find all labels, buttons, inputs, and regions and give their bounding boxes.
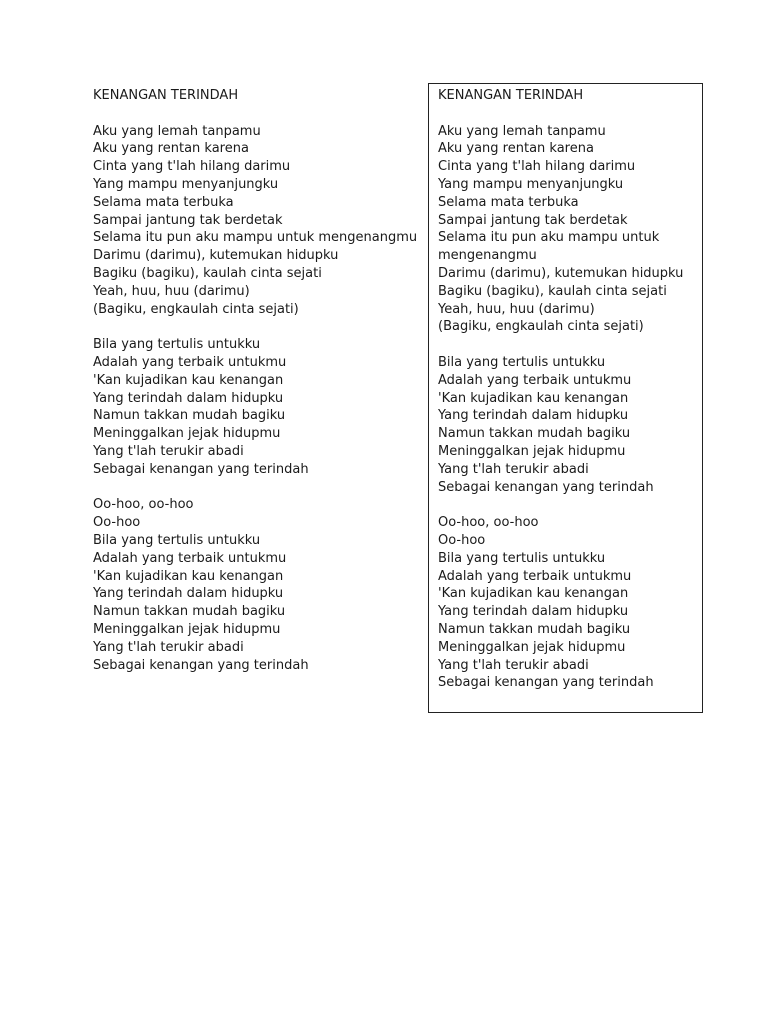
lyric-line: Sebagai kenangan yang terindah — [93, 657, 309, 673]
stanza-2 — [438, 354, 700, 496]
lyric-line: Bila yang tertulis untukku — [93, 532, 261, 548]
lyric-line: Namun takkan mudah bagiku — [438, 621, 631, 637]
lyric-line: Bagiku (bagiku), kaulah cinta sejati — [93, 265, 322, 281]
lyric-line: Adalah yang terbaik untukmu — [438, 568, 632, 584]
lyric-line: 'Kan kujadikan kau kenangan — [438, 586, 629, 602]
lyric-line: Darimu (darimu), kutemukan hidupku — [438, 265, 684, 281]
lyric-line: Darimu (darimu), kutemukan hidupku — [93, 248, 339, 264]
lyric-line: Sampai jantung tak berdetak — [93, 212, 283, 228]
lyric-line: Meninggalkan jejak hidupmu — [438, 443, 626, 459]
lyrics-column-right — [438, 87, 700, 692]
stanza-gap — [438, 496, 700, 514]
stanza-gap — [93, 479, 413, 497]
lyric-line: Yang t'lah terukir abadi — [438, 657, 589, 673]
lyric-line: Namun takkan mudah bagiku — [438, 426, 631, 442]
lyric-line: Yang t'lah terukir abadi — [438, 461, 589, 477]
stanza-2 — [93, 336, 413, 478]
stanza-gap — [93, 318, 413, 336]
lyric-line: Meninggalkan jejak hidupmu — [93, 621, 281, 637]
lyric-line: Yeah, huu, huu (darimu) — [438, 301, 595, 317]
lyric-line: Sebagai kenangan yang terindah — [438, 675, 654, 691]
lyric-line: Adalah yang terbaik untukmu — [93, 550, 287, 566]
lyric-line: Yang t'lah terukir abadi — [93, 639, 244, 655]
lyrics-column-left — [93, 87, 418, 674]
lyric-line: (Bagiku, engkaulah cinta sejati) — [438, 319, 644, 335]
lyric-line: Bagiku (bagiku), kaulah cinta sejati — [438, 283, 667, 299]
stanza-gap — [438, 105, 700, 123]
lyric-line: mengenangmu — [438, 248, 537, 264]
lyric-line: Yang mampu menyanjungku — [93, 176, 279, 192]
lyric-line: Meninggalkan jejak hidupmu — [93, 426, 281, 442]
stanza-1 — [93, 123, 418, 319]
lyric-line: Sebagai kenangan yang terindah — [438, 479, 654, 495]
lyric-line: Oo-hoo, oo-hoo — [438, 515, 539, 531]
lyric-line: Aku yang lemah tanpamu — [438, 123, 606, 139]
lyric-line: Selama mata terbuka — [438, 194, 579, 210]
lyric-line: Adalah yang terbaik untukmu — [93, 354, 287, 370]
lyric-line: (Bagiku, engkaulah cinta sejati) — [93, 301, 299, 317]
lyric-line: 'Kan kujadikan kau kenangan — [93, 372, 284, 388]
lyric-line: Cinta yang t'lah hilang darimu — [93, 159, 291, 175]
lyric-line: 'Kan kujadikan kau kenangan — [93, 568, 284, 584]
lyric-line: Oo-hoo — [438, 532, 486, 548]
stanza-3 — [93, 496, 413, 674]
song-title: KENANGAN TERINDAH — [438, 88, 584, 103]
stanza-3 — [438, 514, 700, 692]
lyric-line: Yang mampu menyanjungku — [438, 176, 624, 192]
lyric-line: Adalah yang terbaik untukmu — [438, 372, 632, 388]
lyric-line: Oo-hoo, oo-hoo — [93, 497, 194, 513]
stanza-gap — [93, 105, 413, 123]
lyric-line: Sampai jantung tak berdetak — [438, 212, 628, 228]
stanza-1 — [438, 123, 700, 337]
lyric-line: Cinta yang t'lah hilang darimu — [438, 159, 636, 175]
lyric-line: Oo-hoo — [93, 515, 141, 531]
lyric-line: Selama itu pun aku mampu untuk — [438, 230, 660, 246]
lyric-line: Sebagai kenangan yang terindah — [93, 461, 309, 477]
lyric-line: Bila yang tertulis untukku — [438, 354, 606, 370]
song-title: KENANGAN TERINDAH — [93, 88, 239, 103]
lyric-line: Yeah, huu, huu (darimu) — [93, 283, 250, 299]
lyric-line: Yang t'lah terukir abadi — [93, 443, 244, 459]
lyric-line: Bila yang tertulis untukku — [93, 337, 261, 353]
lyric-line: Aku yang rentan karena — [438, 141, 594, 157]
lyric-line: Yang terindah dalam hidupku — [438, 408, 629, 424]
lyric-line: Yang terindah dalam hidupku — [438, 604, 629, 620]
lyric-line: Namun takkan mudah bagiku — [93, 408, 286, 424]
lyric-line: Selama mata terbuka — [93, 194, 234, 210]
lyric-line: Namun takkan mudah bagiku — [93, 604, 286, 620]
lyric-line: Bila yang tertulis untukku — [438, 550, 606, 566]
lyric-line: Yang terindah dalam hidupku — [93, 586, 284, 602]
lyric-line: Aku yang rentan karena — [93, 141, 249, 157]
lyric-line: Yang terindah dalam hidupku — [93, 390, 284, 406]
lyric-line: Meninggalkan jejak hidupmu — [438, 639, 626, 655]
stanza-gap — [438, 336, 700, 354]
lyric-line: 'Kan kujadikan kau kenangan — [438, 390, 629, 406]
lyric-line: Selama itu pun aku mampu untuk mengenangmu — [93, 230, 418, 246]
lyric-line: Aku yang lemah tanpamu — [93, 123, 261, 139]
